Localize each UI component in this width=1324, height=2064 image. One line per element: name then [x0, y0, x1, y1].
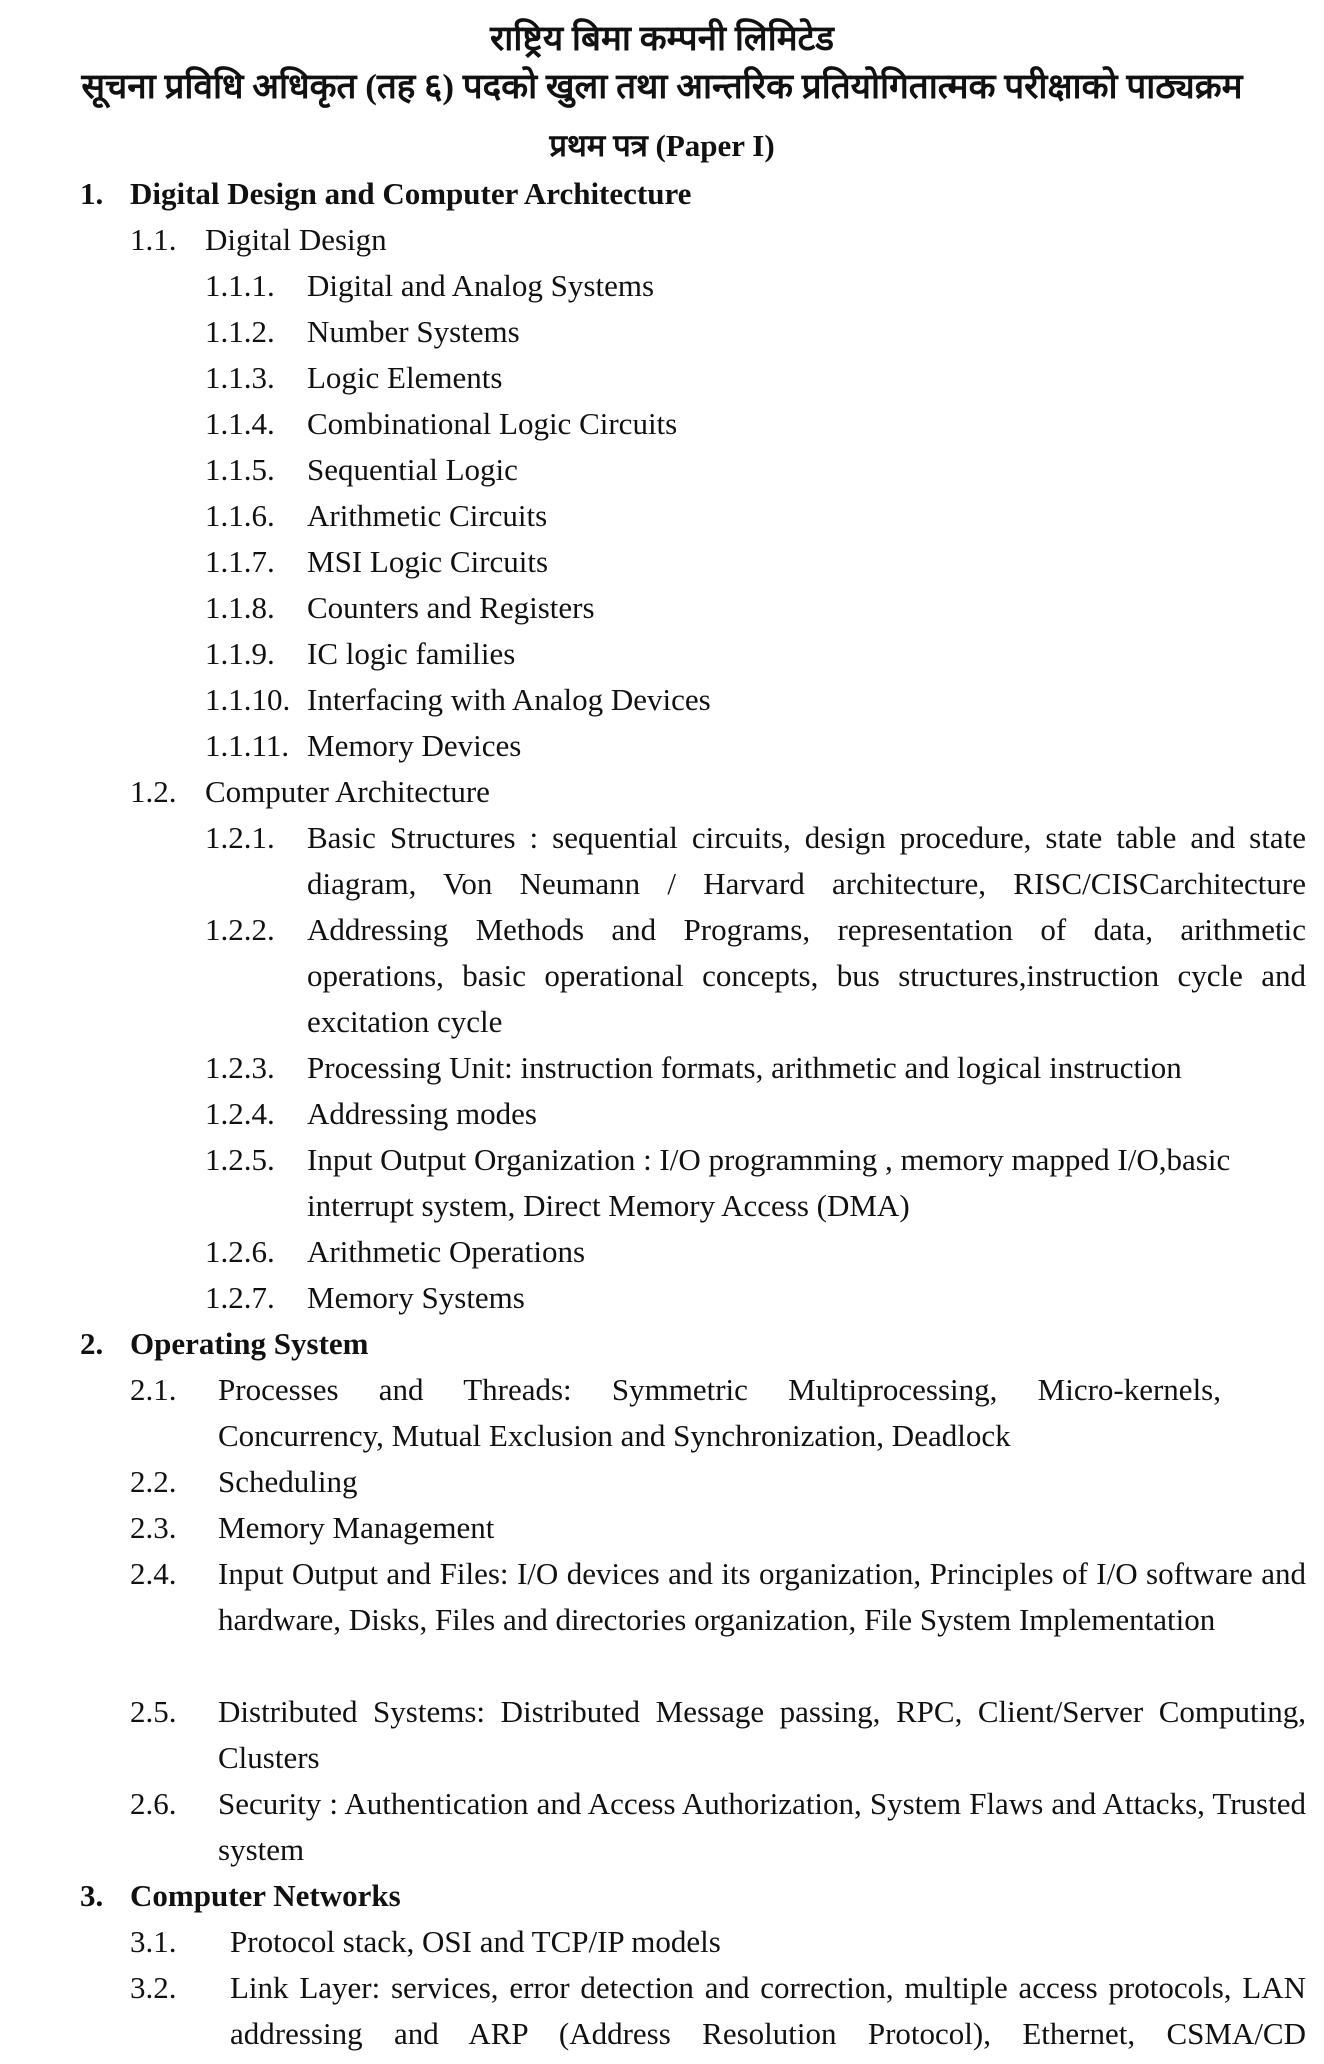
item-text: Memory Systems [307, 1280, 525, 1315]
item-number: 2.1. [130, 1372, 177, 1407]
item-number: 1.1.6. [205, 498, 275, 533]
item-text: Input Output and Files: I/O devices and its organization, Principles of I/O software and hardware, Disks, Files and directories organization, File System Implementation [218, 1556, 1306, 1637]
item-text: Processes and Threads: Symmetric Multiprocessing, Micro-kernels, Concurrency, Mutual Exclusion and Synchronization, Deadlock [218, 1372, 1221, 1453]
item-text: Security : Authentication and Access Authorization, System Flaws and Attacks, Trusted system [218, 1786, 1306, 1867]
item-number: 1.1.8. [205, 590, 275, 625]
item-text: Input Output Organization : I/O programming , memory mapped I/O,basic interrupt system, Direct Memory Access (DMA) [307, 1142, 1231, 1223]
item-text: Processing Unit: instruction formats, arithmetic and logical instruction [307, 1050, 1182, 1085]
item-text: IC logic families [307, 636, 516, 671]
subsection-1-2-number: 1.2. [130, 774, 177, 809]
item-number: 1.1.3. [205, 360, 275, 395]
item-number: 2.5. [130, 1694, 177, 1729]
section-2-title: Operating System [130, 1326, 369, 1361]
organization-name: राष्ट्रिय बिमा कम्पनी लिमिटेड [489, 19, 835, 58]
item-text: Arithmetic Operations [307, 1234, 586, 1269]
item-number: 1.1.7. [205, 544, 275, 579]
item-text: Memory Management [218, 1510, 495, 1545]
item-text: Logic Elements [307, 360, 503, 395]
item-text: Sequential Logic [307, 452, 518, 487]
item-text: Arithmetic Circuits [307, 498, 548, 533]
item-text: Protocol stack, OSI and TCP/IP models [230, 1924, 721, 1959]
subsection-1-2-title: Computer Architecture [205, 774, 490, 809]
section-3-title: Computer Networks [130, 1878, 401, 1913]
item-text: Memory Devices [307, 728, 522, 763]
item-number: 1.2.2. [205, 912, 275, 947]
item-number: 2.4. [130, 1556, 177, 1591]
subsection-1-1-number: 1.1. [130, 222, 177, 257]
item-number: 1.1.5. [205, 452, 275, 487]
section-1-number: 1. [80, 176, 104, 211]
item-number: 3.1. [130, 1924, 177, 1959]
item-number: 1.2.5. [205, 1142, 275, 1177]
item-text: Number Systems [307, 314, 520, 349]
item-text: Scheduling [218, 1464, 358, 1499]
item-text: Counters and Registers [307, 590, 595, 625]
item-text: MSI Logic Circuits [307, 544, 549, 579]
item-text: Link Layer: services, error detection and correction, multiple access protocols, LAN addressing and ARP (Address Resolution Protocol), Ethernet, CSMA/CD [230, 1970, 1306, 2051]
item-text: Addressing modes [307, 1096, 537, 1131]
section-3-number: 3. [80, 1878, 104, 1913]
item-number: 2.2. [130, 1464, 177, 1499]
item-text: Combinational Logic Circuits [307, 406, 678, 441]
item-number: 2.3. [130, 1510, 177, 1545]
item-number: 1.1.1. [205, 268, 275, 303]
item-number: 1.2.3. [205, 1050, 275, 1085]
item-number: 1.2.4. [205, 1096, 275, 1131]
paper-label: प्रथम पत्र (Paper I) [549, 128, 775, 163]
item-number: 1.1.2. [205, 314, 275, 349]
item-number: 1.2.1. [205, 820, 275, 855]
item-number: 1.2.6. [205, 1234, 275, 1269]
subsection-1-1-title: Digital Design [205, 222, 387, 257]
item-number: 3.2. [130, 1970, 177, 2005]
item-number: 1.1.9. [205, 636, 275, 671]
item-text: Basic Structures : sequential circuits, design procedure, state table and state diagram, Von Neumann / Harvard architecture, RISC/CISCarchitecture [307, 820, 1306, 901]
item-number: 1.2.7. [205, 1280, 275, 1315]
item-number: 1.1.4. [205, 406, 275, 441]
item-text: Distributed Systems: Distributed Message passing, RPC, Client/Server Computing, Clusters [218, 1694, 1306, 1775]
item-text: Addressing Methods and Programs, representation of data, arithmetic operations, basic operational concepts, bus structures,instruction cycle and excitation cycle [307, 912, 1306, 1039]
item-number: 1.1.10. [205, 682, 291, 717]
section-2-number: 2. [80, 1326, 104, 1361]
item-text: Digital and Analog Systems [307, 268, 655, 303]
item-number: 1.1.11. [205, 728, 290, 763]
syllabus-title: सूचना प्रविधि अधिकृत (तह ६) पदको खुला तथा आन्तरिक प्रतियोगितात्मक परीक्षाको पाठ्यक्रम [81, 67, 1243, 106]
section-1-title: Digital Design and Computer Architecture [130, 176, 692, 211]
item-number: 2.6. [130, 1786, 177, 1821]
item-text: Interfacing with Analog Devices [307, 682, 711, 717]
